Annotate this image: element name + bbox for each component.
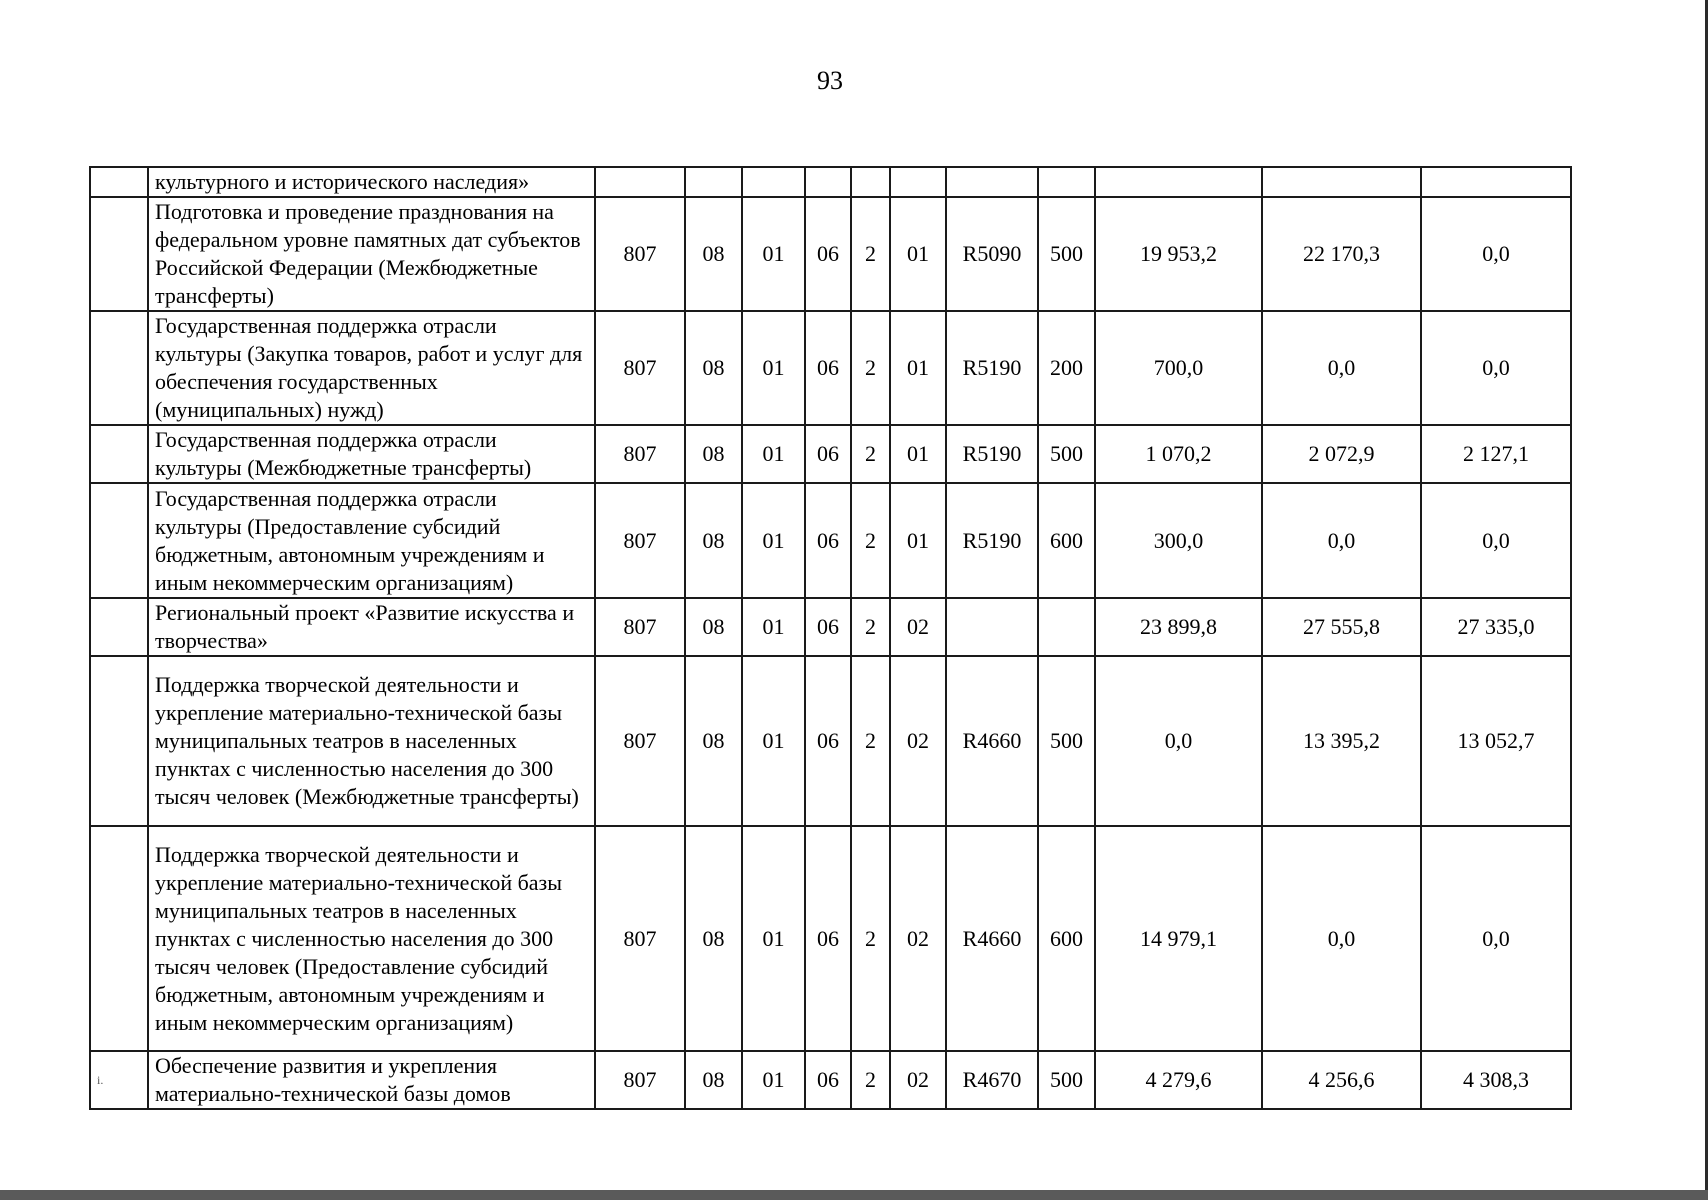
amount-year3-cell: 13 052,7 (1421, 656, 1571, 826)
expense-name-cell: Поддержка творческой деятельности и укрепление материально-технической базы муниципальных театров в населенных пунктах с численностью населения до 300 тысяч человек (Межбюджетные трансферты) (148, 656, 595, 826)
row-number-cell: i. (90, 1051, 148, 1109)
section-code-cell: 08 (685, 826, 742, 1051)
subprogram-code-cell: 2 (851, 598, 890, 656)
subprogram-code-cell: 2 (851, 826, 890, 1051)
subprogram-code-cell: 2 (851, 656, 890, 826)
row-number-cell (90, 483, 148, 598)
amount-year3-cell (1421, 167, 1571, 197)
amount-year2-cell: 4 256,6 (1262, 1051, 1421, 1109)
expense-name-cell: Государственная поддержка отрасли культуры (Закупка товаров, работ и услуг для обеспечения государственных (муниципальных) нужд) (148, 311, 595, 425)
amount-year3-cell: 0,0 (1421, 197, 1571, 311)
event-code-cell: 02 (890, 1051, 946, 1109)
subsection-code-cell: 01 (742, 311, 805, 425)
amount-year3-cell: 27 335,0 (1421, 598, 1571, 656)
section-code-cell: 08 (685, 311, 742, 425)
row-number-cell (90, 826, 148, 1051)
row-number-cell (90, 197, 148, 311)
program-code-cell: 06 (805, 311, 851, 425)
amount-year3-cell: 2 127,1 (1421, 425, 1571, 483)
subprogram-code-cell: 2 (851, 197, 890, 311)
event-code-cell: 02 (890, 598, 946, 656)
section-code-cell: 08 (685, 425, 742, 483)
subsection-code-cell: 01 (742, 1051, 805, 1109)
amount-year3-cell: 0,0 (1421, 826, 1571, 1051)
expense-type-cell: 500 (1038, 197, 1095, 311)
subsection-code-cell: 01 (742, 656, 805, 826)
expense-type-cell: 600 (1038, 483, 1095, 598)
subprogram-code-cell: 2 (851, 425, 890, 483)
grbs-code-cell: 807 (595, 311, 685, 425)
table-row (90, 311, 1571, 425)
grbs-code-cell: 807 (595, 656, 685, 826)
section-code-cell: 08 (685, 656, 742, 826)
table-row (90, 1051, 1571, 1109)
grbs-code-cell: 807 (595, 483, 685, 598)
program-code-cell: 06 (805, 656, 851, 826)
subsection-code-cell (742, 167, 805, 197)
section-code-cell: 08 (685, 483, 742, 598)
amount-year1-cell: 0,0 (1095, 656, 1262, 826)
event-code-cell: 01 (890, 425, 946, 483)
direction-code-cell: R5190 (946, 425, 1038, 483)
event-code-cell (890, 167, 946, 197)
table-row (90, 656, 1571, 826)
expense-type-cell (1038, 598, 1095, 656)
section-code-cell: 08 (685, 1051, 742, 1109)
event-code-cell: 01 (890, 311, 946, 425)
expense-name-cell: культурного и исторического наследия» (148, 167, 595, 197)
amount-year1-cell: 300,0 (1095, 483, 1262, 598)
amount-year2-cell: 0,0 (1262, 311, 1421, 425)
row-number-cell (90, 656, 148, 826)
amount-year1-cell: 19 953,2 (1095, 197, 1262, 311)
expense-name-cell: Подготовка и проведение празднования на федеральном уровне памятных дат субъектов Российской Федерации (Межбюджетные трансферты) (148, 197, 595, 311)
subsection-code-cell: 01 (742, 197, 805, 311)
expense-name-cell: Региональный проект «Развитие искусства и творчества» (148, 598, 595, 656)
grbs-code-cell: 807 (595, 197, 685, 311)
event-code-cell: 02 (890, 826, 946, 1051)
amount-year1-cell: 14 979,1 (1095, 826, 1262, 1051)
amount-year2-cell (1262, 167, 1421, 197)
subprogram-code-cell: 2 (851, 1051, 890, 1109)
grbs-code-cell: 807 (595, 1051, 685, 1109)
amount-year1-cell (1095, 167, 1262, 197)
amount-year2-cell: 27 555,8 (1262, 598, 1421, 656)
program-code-cell: 06 (805, 826, 851, 1051)
grbs-code-cell: 807 (595, 826, 685, 1051)
table-row (90, 425, 1571, 483)
amount-year2-cell: 0,0 (1262, 826, 1421, 1051)
row-number-cell (90, 311, 148, 425)
subsection-code-cell: 01 (742, 598, 805, 656)
expense-type-cell: 600 (1038, 826, 1095, 1051)
row-number-cell (90, 598, 148, 656)
direction-code-cell: R4660 (946, 826, 1038, 1051)
amount-year1-cell: 700,0 (1095, 311, 1262, 425)
subsection-code-cell: 01 (742, 483, 805, 598)
direction-code-cell (946, 167, 1038, 197)
table-row (90, 826, 1571, 1051)
direction-code-cell: R5090 (946, 197, 1038, 311)
event-code-cell: 01 (890, 197, 946, 311)
program-code-cell: 06 (805, 598, 851, 656)
amount-year1-cell: 1 070,2 (1095, 425, 1262, 483)
row-number-cell (90, 425, 148, 483)
subprogram-code-cell (851, 167, 890, 197)
expense-name-cell: Государственная поддержка отрасли культуры (Предоставление субсидий бюджетным, автономным учреждениям и иным некоммерческим организациям) (148, 483, 595, 598)
page-number: 93 (817, 66, 843, 95)
expense-type-cell: 500 (1038, 1051, 1095, 1109)
amount-year2-cell: 22 170,3 (1262, 197, 1421, 311)
table-row (90, 197, 1571, 311)
event-code-cell: 01 (890, 483, 946, 598)
subprogram-code-cell: 2 (851, 483, 890, 598)
direction-code-cell (946, 598, 1038, 656)
section-code-cell: 08 (685, 197, 742, 311)
grbs-code-cell (595, 167, 685, 197)
program-code-cell: 06 (805, 197, 851, 311)
expense-type-cell: 500 (1038, 425, 1095, 483)
expense-name-cell: Поддержка творческой деятельности и укрепление материально-технической базы муниципальных театров в населенных пунктах с численностью населения до 300 тысяч человек (Предоставление субсидий бюджетным, автономным учреждениям и иным некоммерческим организациям) (148, 826, 595, 1051)
amount-year1-cell: 23 899,8 (1095, 598, 1262, 656)
table-row (90, 483, 1571, 598)
direction-code-cell: R4660 (946, 656, 1038, 826)
amount-year2-cell: 13 395,2 (1262, 656, 1421, 826)
direction-code-cell: R4670 (946, 1051, 1038, 1109)
program-code-cell: 06 (805, 483, 851, 598)
subsection-code-cell: 01 (742, 826, 805, 1051)
budget-table (89, 166, 1572, 1110)
expense-type-cell: 200 (1038, 311, 1095, 425)
subprogram-code-cell: 2 (851, 311, 890, 425)
amount-year2-cell: 0,0 (1262, 483, 1421, 598)
amount-year2-cell: 2 072,9 (1262, 425, 1421, 483)
program-code-cell: 06 (805, 1051, 851, 1109)
amount-year3-cell: 4 308,3 (1421, 1051, 1571, 1109)
expense-type-cell: 500 (1038, 656, 1095, 826)
event-code-cell: 02 (890, 656, 946, 826)
table-row (90, 598, 1571, 656)
row-number-cell (90, 167, 148, 197)
scan-page-edge-bottom (0, 1190, 1708, 1200)
table-row (90, 167, 1571, 197)
amount-year3-cell: 0,0 (1421, 483, 1571, 598)
expense-type-cell (1038, 167, 1095, 197)
program-code-cell (805, 167, 851, 197)
program-code-cell: 06 (805, 425, 851, 483)
direction-code-cell: R5190 (946, 483, 1038, 598)
expense-name-cell: Государственная поддержка отрасли культуры (Межбюджетные трансферты) (148, 425, 595, 483)
amount-year3-cell: 0,0 (1421, 311, 1571, 425)
direction-code-cell: R5190 (946, 311, 1038, 425)
section-code-cell (685, 167, 742, 197)
grbs-code-cell: 807 (595, 425, 685, 483)
expense-name-cell: Обеспечение развития и укрепления материально-технической базы домов (148, 1051, 595, 1109)
amount-year1-cell: 4 279,6 (1095, 1051, 1262, 1109)
section-code-cell: 08 (685, 598, 742, 656)
grbs-code-cell: 807 (595, 598, 685, 656)
subsection-code-cell: 01 (742, 425, 805, 483)
